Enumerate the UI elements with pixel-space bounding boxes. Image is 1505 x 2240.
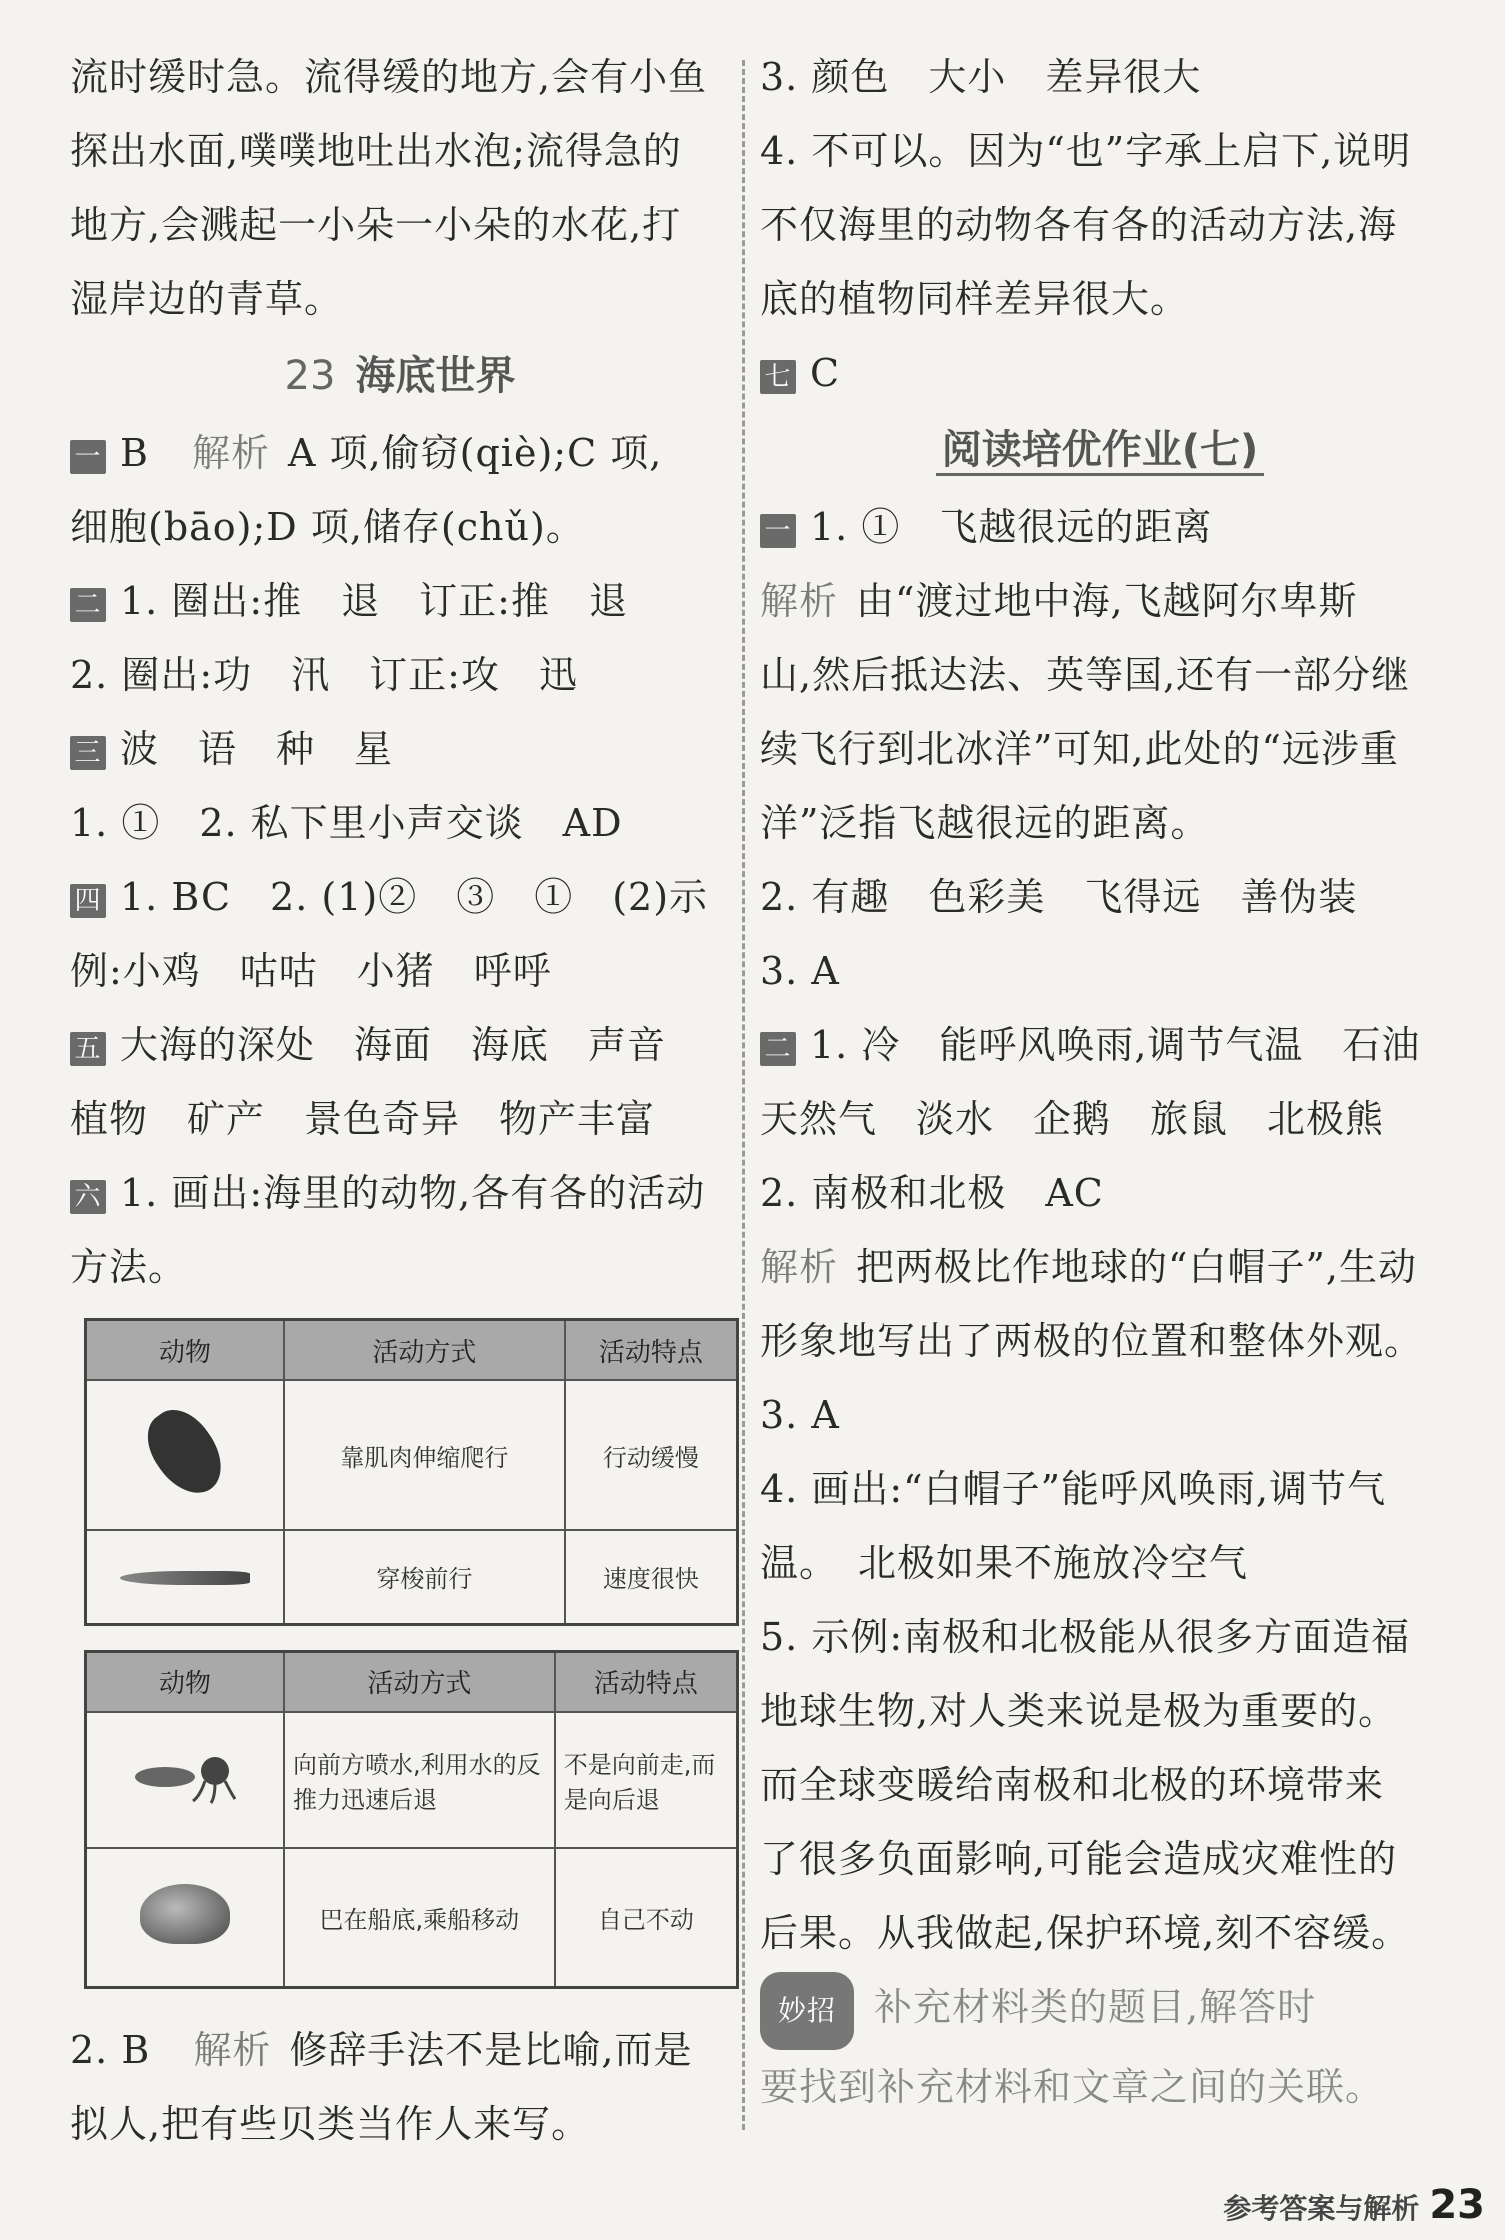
- table-cell: 不是向前走,而是向后退: [555, 1712, 738, 1848]
- answer-line: 而全球变暖给南极和北极的环境带来: [760, 1763, 1385, 1807]
- answer-line: 2. 有趣 色彩美 飞得远 善伪装: [760, 875, 1358, 919]
- answer-line: 细胞(bāo);D 项,储存(chǔ)。: [70, 505, 585, 549]
- answer-line: 植物 矿产 景色奇异 物产丰富: [70, 1097, 656, 1141]
- answer-line: 3. 颜色 大小 差异很大: [760, 55, 1202, 99]
- analysis-tag: 解析: [193, 2028, 272, 2072]
- answer-line: 地球生物,对人类来说是极为重要的。: [760, 1689, 1398, 1733]
- tip-line: [760, 1970, 1440, 2050]
- answer-text: A 项,偷窃(qiè);C 项,: [288, 431, 663, 475]
- answer-line: [70, 564, 730, 638]
- page-footer: [1223, 2182, 1485, 2228]
- answer-line: 例:小鸡 咕咕 小猪 呼呼: [70, 949, 552, 993]
- answer-line: [70, 2013, 730, 2087]
- section-title: [70, 336, 730, 416]
- table-row: [86, 1712, 738, 1848]
- question-mark-4: 四: [70, 884, 106, 918]
- answer-line: 4. 不可以。因为“也”字承上启下,说明: [760, 129, 1412, 173]
- answer-line: [70, 712, 730, 786]
- analysis-tag: 解析: [192, 431, 271, 475]
- table-row: [86, 1530, 738, 1624]
- table-header: 活动特点: [555, 1651, 738, 1712]
- answer-text: 把两极比作地球的“白帽子”,生动: [856, 1245, 1417, 1289]
- answer-line: 3. A: [760, 1393, 840, 1437]
- table-cell: 穿梭前行: [284, 1530, 565, 1624]
- section-name: 阅读培优作业(七): [936, 427, 1265, 476]
- table-cell: 向前方喷水,利用水的反推力迅速后退: [284, 1712, 555, 1848]
- question-mark-1: 一: [760, 514, 796, 548]
- answer-line: 温。 北极如果不施放冷空气: [760, 1541, 1249, 1585]
- intro-line: 探出水面,噗噗地吐出水泡;流得急的: [70, 129, 682, 173]
- table-header: 动物: [86, 1320, 285, 1381]
- answer-line: 4. 画出:“白帽子”能呼风唤雨,调节气: [760, 1467, 1387, 1511]
- table-header: 活动特点: [565, 1320, 738, 1381]
- answer-text: 波 语 种 星: [120, 727, 394, 771]
- answer-line: [70, 1156, 730, 1230]
- answer-text: B: [120, 431, 149, 475]
- table-header: 动物: [86, 1651, 285, 1712]
- answer-line: 1. ① 2. 私下里小声交谈 AD: [70, 801, 623, 845]
- section-title: [760, 410, 1440, 490]
- intro-line: 流时缓时急。流得缓的地方,会有小鱼: [70, 55, 708, 99]
- question-mark-6: 六: [70, 1180, 106, 1214]
- answer-line: 方法。: [70, 1245, 188, 1289]
- question-mark-2: 二: [70, 588, 106, 622]
- answer-line: [760, 564, 1440, 638]
- footer-label: 参考答案与解析: [1223, 2192, 1420, 2225]
- animal-table-1: [84, 1318, 739, 1626]
- answer-line: 3. A: [760, 949, 840, 993]
- analysis-tag: 解析: [760, 579, 839, 623]
- shellfish-image: [86, 1848, 285, 1988]
- answer-line: 5. 示例:南极和北极能从很多方面造福: [760, 1615, 1411, 1659]
- answer-line: [760, 1008, 1440, 1082]
- answer-line: [760, 336, 1440, 410]
- answer-line: 续飞行到北冰洋”可知,此处的“远涉重: [760, 727, 1399, 771]
- table-header: 活动方式: [284, 1320, 565, 1381]
- table-cell: 速度很快: [565, 1530, 738, 1624]
- table-row: [86, 1380, 738, 1530]
- question-mark-2: 二: [760, 1032, 796, 1066]
- tip-badge: 妙招: [760, 1972, 854, 2050]
- answer-text: 1. 冷 能呼风唤雨,调节气温 石油: [810, 1023, 1421, 1067]
- answer-line: [760, 490, 1440, 564]
- answer-line: 拟人,把有些贝类当作人来写。: [70, 2102, 591, 2146]
- answer-line: [70, 416, 730, 490]
- intro-line: 地方,会溅起一小朵一小朵的水花,打: [70, 203, 682, 247]
- answer-text: 1. 画出:海里的动物,各有各的活动: [120, 1171, 706, 1215]
- answer-line: 2. 圈出:功 汛 订正:攻 迅: [70, 653, 578, 697]
- answer-text: 1. 圈出:推 退 订正:推 退: [120, 579, 628, 623]
- right-column: [760, 40, 1440, 2124]
- answer-line: [70, 860, 730, 934]
- column-divider: [742, 60, 745, 2130]
- table-cell: 靠肌肉伸缩爬行: [284, 1380, 565, 1530]
- table-cell: 行动缓慢: [565, 1380, 738, 1530]
- table-cell: 巴在船底,乘船移动: [284, 1848, 555, 1988]
- answer-text: 大海的深处 海面 海底 声音: [120, 1023, 667, 1067]
- answer-line: 后果。从我做起,保护环境,刻不容缓。: [760, 1911, 1411, 1955]
- answer-line: 2. 南极和北极 AC: [760, 1171, 1104, 1215]
- table-header: 活动方式: [284, 1651, 555, 1712]
- table-row: [86, 1848, 738, 1988]
- answer-line: 形象地写出了两极的位置和整体外观。: [760, 1319, 1424, 1363]
- answer-text: C: [810, 351, 841, 395]
- question-mark-7: 七: [760, 360, 796, 394]
- section-name: 海底世界: [355, 353, 516, 399]
- question-mark-1: 一: [70, 440, 106, 474]
- left-column: [70, 40, 730, 2161]
- question-mark-3: 三: [70, 736, 106, 770]
- page-number: 23: [1429, 2182, 1485, 2228]
- answer-text: 由“渡过地中海,飞越阿尔卑斯: [856, 579, 1358, 623]
- tip-text: 要找到补充材料和文章之间的关联。: [760, 2064, 1385, 2109]
- sea-cucumber-image: [86, 1380, 285, 1530]
- answer-text: 1. BC 2. (1)② ③ ① (2)示: [120, 875, 709, 919]
- answer-line: 底的植物同样差异很大。: [760, 277, 1190, 321]
- section-number: 23: [284, 353, 336, 399]
- question-mark-5: 五: [70, 1032, 106, 1066]
- table-cell: 自己不动: [555, 1848, 738, 1988]
- animal-table-2: [84, 1650, 739, 1990]
- squid-octopus-image: [86, 1712, 285, 1848]
- answer-line: 了很多负面影响,可能会造成灾难性的: [760, 1837, 1398, 1881]
- answer-line: 洋”泛指飞越很远的距离。: [760, 801, 1210, 845]
- intro-line: 湿岸边的青草。: [70, 277, 344, 321]
- tip-text: 补充材料类的题目,解答时: [874, 1985, 1317, 2029]
- answer-line: 不仅海里的动物各有各的活动方法,海: [760, 203, 1398, 247]
- answer-text: 1. ① 飞越很远的距离: [810, 505, 1213, 549]
- analysis-tag: 解析: [760, 1245, 839, 1289]
- answer-text: 修辞手法不是比喻,而是: [289, 2028, 693, 2072]
- answer-line: 天然气 淡水 企鹅 旅鼠 北极熊: [760, 1097, 1385, 1141]
- answer-text: 2. B: [70, 2028, 151, 2072]
- answer-line: [70, 1008, 730, 1082]
- answer-line: [760, 1230, 1440, 1304]
- answer-line: 山,然后抵达法、英等国,还有一部分继: [760, 653, 1411, 697]
- fish-image: [86, 1530, 285, 1624]
